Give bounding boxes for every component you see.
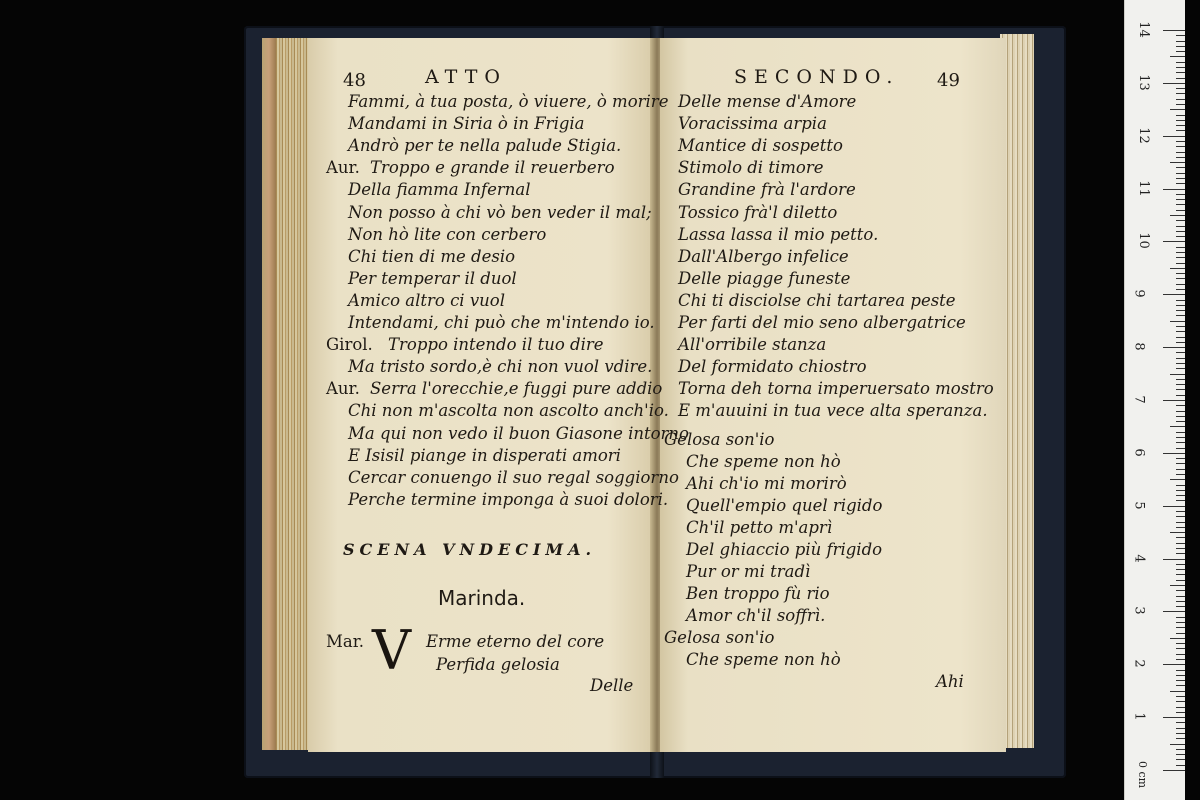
ruler-tick xyxy=(1176,51,1185,52)
ruler-tick xyxy=(1170,585,1185,586)
ruler-tick xyxy=(1163,294,1185,295)
ruler-number: 9 xyxy=(1131,289,1147,298)
ruler-tick xyxy=(1176,199,1185,200)
verse-line: Del ghiaccio più frigido xyxy=(686,540,883,559)
scene-line-2: Perfida gelosia xyxy=(436,655,560,674)
ruler-tick xyxy=(1176,659,1185,660)
verse-line: Stimolo di timore xyxy=(678,158,824,178)
ruler-tick xyxy=(1170,109,1185,110)
ruler-tick xyxy=(1176,701,1185,702)
verse-line: Amor ch'il soffrì. xyxy=(686,606,826,625)
left-page-number: 48 xyxy=(343,70,366,91)
ruler-number: 7 xyxy=(1131,395,1147,404)
ruler-tick xyxy=(1163,347,1185,348)
ruler-tick xyxy=(1176,495,1185,496)
ruler-tick xyxy=(1176,405,1185,406)
ruler-tick xyxy=(1176,41,1185,42)
ruler-tick xyxy=(1176,257,1185,258)
right-running-head: SECONDO. xyxy=(734,66,900,88)
ruler-tick xyxy=(1176,210,1185,211)
ruler-tick xyxy=(1176,115,1185,116)
ruler-tick xyxy=(1176,522,1185,523)
ruler-tick xyxy=(1163,506,1185,507)
measurement-ruler xyxy=(1124,0,1185,800)
ruler-tick xyxy=(1163,189,1185,190)
ruler-tick xyxy=(1176,247,1185,248)
verse-line: Perche termine imponga à suoi dolori. xyxy=(348,489,669,509)
ruler-tick xyxy=(1176,722,1185,723)
ruler-tick xyxy=(1170,426,1185,427)
ruler-tick xyxy=(1176,141,1185,142)
verse-line: Amico altro ci vuol xyxy=(348,290,505,310)
verse-line: Pur or mi tradì xyxy=(686,562,811,581)
ruler-tick xyxy=(1176,125,1185,126)
ruler-tick xyxy=(1176,337,1185,338)
ruler-tick xyxy=(1176,458,1185,459)
ruler-tick xyxy=(1176,738,1185,739)
ruler-tick xyxy=(1176,315,1185,316)
speaker-label: Girol. xyxy=(326,335,373,355)
verse-line: All'orribile stanza xyxy=(678,335,827,355)
ruler-tick xyxy=(1176,326,1185,327)
ruler-tick xyxy=(1176,421,1185,422)
ruler-tick xyxy=(1176,553,1185,554)
ruler-tick xyxy=(1176,448,1185,449)
ruler-tick xyxy=(1176,765,1185,766)
ruler-tick xyxy=(1176,654,1185,655)
verse-line: Delle mense d'Amore xyxy=(678,92,857,111)
ruler-tick xyxy=(1176,617,1185,618)
ruler-tick xyxy=(1176,432,1185,433)
ruler-tick xyxy=(1176,384,1185,385)
verse-line: E m'auuini in tua vece alta speranza. xyxy=(678,401,988,421)
ruler-tick xyxy=(1176,226,1185,227)
ruler-tick xyxy=(1176,580,1185,581)
ruler-tick xyxy=(1176,67,1185,68)
ruler-tick xyxy=(1176,680,1185,681)
verse-line: Andrò per te nella palude Stigia. xyxy=(348,136,622,156)
ruler-tick xyxy=(1176,157,1185,158)
ruler-tick xyxy=(1176,696,1185,697)
ruler-tick xyxy=(1176,173,1185,174)
verse-line: Mandami in Siria ò in Frigia xyxy=(348,114,585,134)
ruler-tick xyxy=(1170,744,1185,745)
ruler-tick xyxy=(1176,728,1185,729)
verse-line: Grandine frà l'ardore xyxy=(678,180,856,200)
verse-line: Ahi ch'io mi morirò xyxy=(686,474,847,493)
ruler-number: 13 xyxy=(1135,74,1151,91)
left-catchword: Delle xyxy=(590,676,634,695)
ruler-tick xyxy=(1176,474,1185,475)
ruler-tick xyxy=(1176,289,1185,290)
ruler-tick xyxy=(1170,374,1185,375)
ruler-tick xyxy=(1163,664,1185,665)
verse-line: Quell'empio quel rigido xyxy=(686,496,883,515)
verse-line: Delle piagge funeste xyxy=(678,268,851,288)
ruler-number: 14 xyxy=(1135,21,1151,38)
ruler-tick xyxy=(1163,453,1185,454)
ruler-tick xyxy=(1176,178,1185,179)
ruler-tick xyxy=(1163,611,1185,612)
ruler-tick xyxy=(1176,236,1185,237)
speaker-label: Aur. xyxy=(326,379,360,399)
refrain-2: Gelosa son'io xyxy=(664,628,775,647)
verse-line: Fammi, à tua posta, ò viuere, ò morire xyxy=(348,92,669,111)
ruler-tick xyxy=(1176,442,1185,443)
ruler-tick xyxy=(1176,564,1185,565)
ruler-tick xyxy=(1176,569,1185,570)
ruler-tick xyxy=(1176,152,1185,153)
ruler-tick xyxy=(1176,648,1185,649)
ruler-tick xyxy=(1176,99,1185,100)
ruler-tick xyxy=(1163,241,1185,242)
verse-line: Per farti del mio seno albergatrice xyxy=(678,313,966,332)
ruler-number: 10 xyxy=(1135,232,1151,250)
ruler-tick xyxy=(1170,691,1185,692)
ruler-tick xyxy=(1176,548,1185,549)
verse-line: Ch'il petto m'aprì xyxy=(686,518,833,537)
verse-line: Chi non m'ascolta non ascolto anch'io. xyxy=(348,401,669,421)
ruler-tick xyxy=(1176,220,1185,221)
ruler-tick xyxy=(1176,643,1185,644)
ruler-tick xyxy=(1176,633,1185,634)
ruler-tick xyxy=(1170,532,1185,533)
ruler-tick xyxy=(1176,284,1185,285)
ruler-tick xyxy=(1176,395,1185,396)
verse-line: Per temperar il duol xyxy=(348,268,517,288)
ruler-tick xyxy=(1176,72,1185,73)
speaker-label: Aur. xyxy=(326,158,360,178)
ruler-tick xyxy=(1176,252,1185,253)
ruler-tick xyxy=(1176,146,1185,147)
verse-line: Troppo intendo il tuo dire xyxy=(388,335,604,355)
ruler-tick xyxy=(1176,273,1185,274)
ruler-tick xyxy=(1176,707,1185,708)
ruler-tick xyxy=(1176,622,1185,623)
ruler-tick xyxy=(1176,278,1185,279)
verse-line: Torna deh torna imperuersato mostro xyxy=(678,379,994,399)
ruler-tick xyxy=(1176,749,1185,750)
ruler-tick xyxy=(1176,759,1185,760)
verse-line: Non hò lite con cerbero xyxy=(348,224,547,244)
ruler-tick xyxy=(1176,305,1185,306)
ruler-tick xyxy=(1163,30,1185,31)
ruler-tick xyxy=(1176,342,1185,343)
scene-speaker: Mar. xyxy=(326,632,365,651)
ruler-tick xyxy=(1176,358,1185,359)
ruler-tick xyxy=(1176,363,1185,364)
ruler-tick xyxy=(1170,268,1185,269)
page-edges-red xyxy=(262,38,276,750)
ruler-tick xyxy=(1176,167,1185,168)
right-catchword: Ahi xyxy=(936,672,964,691)
ruler-tick xyxy=(1176,93,1185,94)
verse-line: Chi tien di me desio xyxy=(348,246,516,266)
ruler-tick xyxy=(1176,46,1185,47)
ruler-tick xyxy=(1176,463,1185,464)
ruler-tick xyxy=(1170,479,1185,480)
ruler-tick xyxy=(1176,437,1185,438)
verse-line: Non posso à chi vò ben veder il mal; xyxy=(348,202,652,222)
ruler-tick xyxy=(1176,754,1185,755)
verse-line: Della fiamma Infernal xyxy=(348,180,531,200)
ruler-tick xyxy=(1176,331,1185,332)
ruler-tick xyxy=(1176,368,1185,369)
ruler-tick xyxy=(1176,500,1185,501)
ruler-tick xyxy=(1176,675,1185,676)
ruler-tick xyxy=(1163,83,1185,84)
ruler-tick xyxy=(1176,527,1185,528)
ruler-tick xyxy=(1176,300,1185,301)
verse-line: Ben troppo fù rio xyxy=(686,584,830,603)
ruler-tick xyxy=(1176,601,1185,602)
ruler-tick xyxy=(1176,485,1185,486)
ruler-tick xyxy=(1176,596,1185,597)
ruler-tick xyxy=(1170,215,1185,216)
ruler-tick xyxy=(1176,120,1185,121)
scene-title: SCENA VNDECIMA. xyxy=(343,540,597,559)
verse-line: E Isisil piange in disperati amori xyxy=(348,445,621,465)
ruler-tick xyxy=(1176,574,1185,575)
character-name: Marinda. xyxy=(438,586,526,610)
ruler-tick xyxy=(1176,263,1185,264)
ruler-number: 3 xyxy=(1131,606,1147,616)
ruler-tick xyxy=(1176,389,1185,390)
verse-line: Dall'Albergo infelice xyxy=(678,246,849,266)
ruler-tick xyxy=(1176,78,1185,79)
verse-line: Che speme non hò xyxy=(686,452,841,471)
ruler-tick xyxy=(1176,130,1185,131)
verse-line: Voracissima arpia xyxy=(678,114,827,134)
verse-line: Cercar conuengo il suo regal soggiorno xyxy=(348,467,679,487)
verse-line: Del formidato chiostro xyxy=(678,357,867,377)
ruler-tick xyxy=(1176,194,1185,195)
ruler-number: 8 xyxy=(1131,342,1147,351)
ruler-number: 11 xyxy=(1135,179,1151,197)
ruler-number: 1 xyxy=(1131,712,1147,721)
ruler-number: 6 xyxy=(1131,448,1147,457)
drop-cap: V xyxy=(372,619,411,682)
right-last-line: Che speme non hò xyxy=(686,650,841,669)
ruler-tick xyxy=(1176,416,1185,417)
ruler-tick xyxy=(1176,352,1185,353)
ruler-tick xyxy=(1170,638,1185,639)
ruler-tick xyxy=(1170,56,1185,57)
ruler-tick xyxy=(1176,606,1185,607)
ruler-tick xyxy=(1163,770,1185,771)
ruler-tick xyxy=(1176,104,1185,105)
ruler-number: 2 xyxy=(1131,659,1147,668)
ruler-tick xyxy=(1176,379,1185,380)
left-running-head: ATTO xyxy=(425,66,507,88)
ruler-tick xyxy=(1176,204,1185,205)
refrain-1: Gelosa son'io xyxy=(664,430,775,449)
ruler-tick xyxy=(1176,469,1185,470)
ruler-number: 12 xyxy=(1135,126,1151,144)
ruler-tick xyxy=(1176,231,1185,232)
ruler-tick xyxy=(1176,62,1185,63)
ruler-tick xyxy=(1163,559,1185,560)
ruler-tick xyxy=(1176,685,1185,686)
ruler-tick xyxy=(1176,712,1185,713)
verse-line: Lassa lassa il mio petto. xyxy=(678,224,879,244)
ruler-tick xyxy=(1176,537,1185,538)
ruler-tick xyxy=(1176,511,1185,512)
verse-line: Chi ti disciolse chi tartarea peste xyxy=(678,290,956,310)
verse-line: Intendami, chi può che m'intendo io. xyxy=(348,313,655,332)
ruler-tick xyxy=(1163,136,1185,137)
ruler-tick xyxy=(1176,733,1185,734)
ruler-tick xyxy=(1176,670,1185,671)
ruler-tick xyxy=(1176,35,1185,36)
ruler-tick xyxy=(1176,590,1185,591)
verse-line: Tossico frà'l diletto xyxy=(678,202,838,222)
ruler-tick xyxy=(1176,516,1185,517)
ruler-tick xyxy=(1176,183,1185,184)
ruler-unit-label: 0 cm xyxy=(1136,760,1150,789)
ruler-tick xyxy=(1176,310,1185,311)
ruler-tick xyxy=(1176,490,1185,491)
verse-line: Troppo e grande il reuerbero xyxy=(370,158,615,178)
ruler-tick xyxy=(1170,321,1185,322)
ruler-tick xyxy=(1176,88,1185,89)
ruler-number: 4 xyxy=(1131,553,1147,563)
ruler-tick xyxy=(1163,717,1185,718)
ruler-tick xyxy=(1163,400,1185,401)
ruler-tick xyxy=(1176,411,1185,412)
ruler-tick xyxy=(1176,627,1185,628)
verse-line: Ma tristo sordo,è chi non vuol vdire. xyxy=(348,357,653,377)
scene-line-1: Erme eterno del core xyxy=(426,632,605,651)
ruler-tick xyxy=(1176,543,1185,544)
right-page-number: 49 xyxy=(937,70,960,91)
verse-line: Mantice di sospetto xyxy=(678,136,843,156)
verse-line: Serra l'orecchie,e fuggi pure addio xyxy=(370,379,663,399)
ruler-tick xyxy=(1170,162,1185,163)
ruler-number: 5 xyxy=(1131,501,1147,510)
verse-line: Ma qui non vedo il buon Giasone intorno xyxy=(348,423,689,443)
